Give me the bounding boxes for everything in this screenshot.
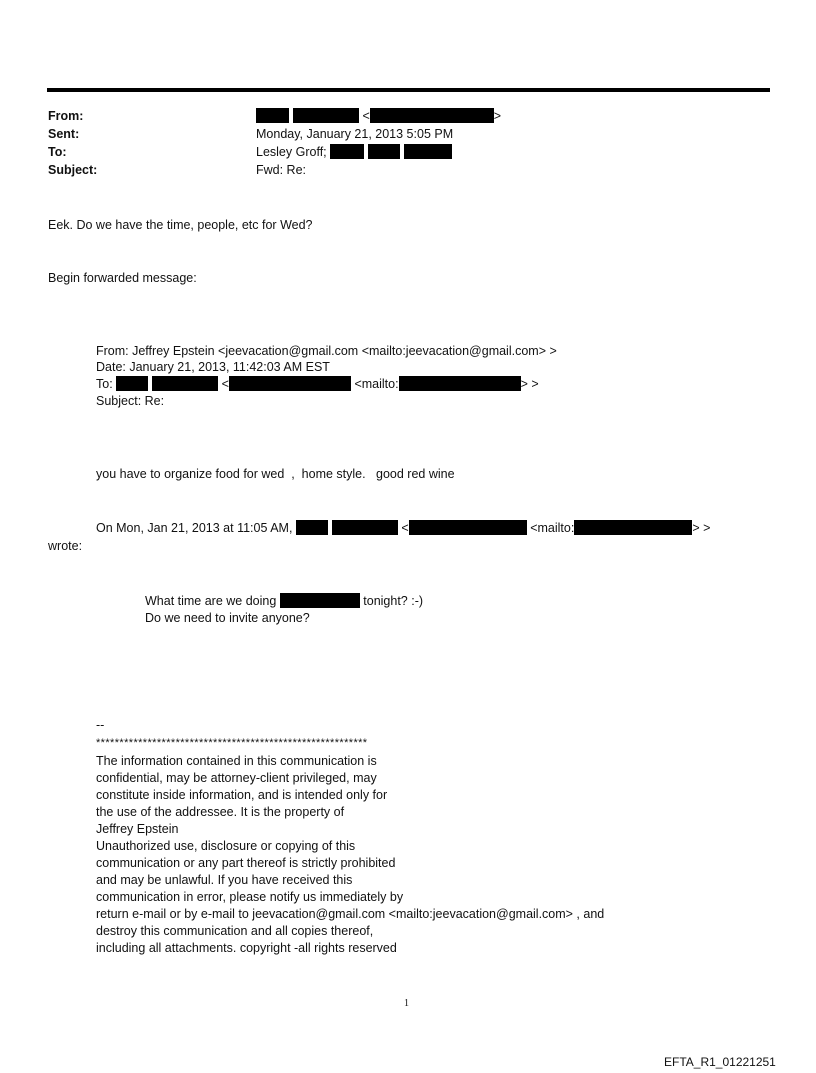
redaction-box: [574, 520, 692, 535]
disclaimer-line: destroy this communication and all copies thereof,: [96, 924, 374, 938]
redaction-box: [409, 520, 527, 535]
header-rule: [47, 88, 770, 92]
disclaimer-line: and may be unlawful. If you have received this: [96, 873, 353, 887]
to-recipient: Lesley Groff;: [256, 145, 327, 159]
disclaimer-line: the use of the addressee. It is the property of: [96, 805, 345, 819]
from-lt: <: [362, 109, 370, 123]
forwarded-to-mailto: <mailto:: [354, 377, 399, 391]
redaction-box: [404, 144, 452, 159]
disclaimer-line: Unauthorized use, disclosure or copying of this: [96, 839, 356, 853]
from-gt: >: [493, 109, 502, 123]
redaction-box: [330, 144, 364, 159]
sent-label: Sent:: [48, 127, 80, 141]
wrote-mailto: <mailto:: [530, 521, 575, 535]
redaction-box: [370, 108, 494, 123]
quoted-line-2: Do we need to invite anyone?: [145, 611, 310, 625]
disclaimer-line: including all attachments. copyright -all rights reserved: [96, 941, 397, 955]
redaction-box: [368, 144, 400, 159]
wrote-line: [96, 520, 710, 537]
disclaimer-line: communication or any part thereof is strictly prohibited: [96, 856, 396, 870]
disclaimer-line: The information contained in this communication is: [96, 754, 377, 768]
forwarded-date-line: Date: January 21, 2013, 11:42:03 AM EST: [96, 360, 330, 374]
to-label: To:: [48, 145, 67, 159]
forwarded-to-label: To:: [96, 377, 113, 391]
redaction-box: [152, 376, 218, 391]
signature-dashes: --: [96, 718, 105, 732]
disclaimer-line: Jeffrey Epstein: [96, 822, 179, 836]
wrote-suffix: wrote:: [48, 539, 83, 553]
forwarded-to-end: > >: [520, 377, 539, 391]
subject-value: Fwd: Re:: [256, 163, 307, 177]
begin-forwarded-text: Begin forwarded message:: [48, 271, 197, 285]
quoted-line-1: [145, 593, 423, 610]
sent-value: Monday, January 21, 2013 5:05 PM: [256, 127, 454, 141]
page-number: 1: [404, 998, 409, 1009]
from-value: [256, 108, 501, 125]
redaction-box: [229, 376, 351, 391]
redaction-box: [280, 593, 360, 608]
intro-text: Eek. Do we have the time, people, etc for Wed?: [48, 218, 313, 232]
wrote-lt: <: [401, 521, 409, 535]
redaction-box: [293, 108, 359, 123]
forwarded-subject-line: Subject: Re:: [96, 394, 165, 408]
disclaimer-line: communication in error, please notify us immediately by: [96, 890, 404, 904]
forwarded-message: you have to organize food for wed , home style. good red wine: [96, 467, 455, 481]
quoted-line-1-suffix: tonight? :-): [363, 594, 424, 608]
redaction-box: [399, 376, 521, 391]
disclaimer-line: constitute inside information, and is intended only for: [96, 788, 388, 802]
redaction-box: [256, 108, 289, 123]
disclaimer-line: confidential, may be attorney-client privileged, may: [96, 771, 377, 785]
from-label: From:: [48, 109, 84, 123]
redaction-box: [296, 520, 328, 535]
disclaimer-line: return e-mail or by e-mail to jeevacation@gmail.com <mailto:jeevacation@gmail.com> , and: [96, 907, 605, 921]
signature-stars: **********************************************************: [96, 737, 368, 749]
redaction-box: [332, 520, 398, 535]
wrote-end: > >: [692, 521, 711, 535]
redaction-box: [116, 376, 148, 391]
to-value: [256, 144, 452, 161]
subject-label: Subject:: [48, 163, 98, 177]
forwarded-to-lt: <: [221, 377, 229, 391]
forwarded-to-line: [96, 376, 539, 393]
document-id: EFTA_R1_01221251: [664, 1055, 776, 1069]
wrote-prefix: On Mon, Jan 21, 2013 at 11:05 AM,: [96, 521, 293, 535]
quoted-line-1-prefix: What time are we doing: [145, 594, 277, 608]
forwarded-from-line: From: Jeffrey Epstein <jeevacation@gmail.com <mailto:jeevacation@gmail.com> >: [96, 344, 557, 358]
